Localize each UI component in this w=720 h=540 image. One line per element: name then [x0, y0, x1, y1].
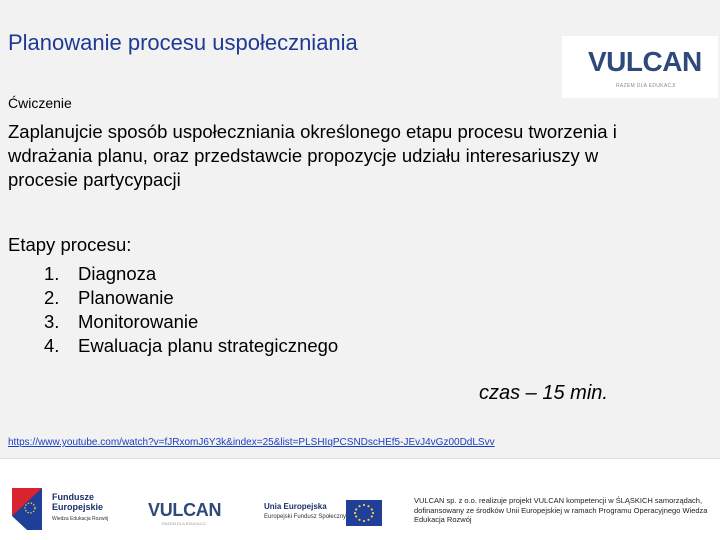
step-number: 3. [44, 311, 60, 332]
ue-title: Unia Europejska [264, 502, 327, 511]
list-item [44, 286, 338, 310]
youtube-link[interactable]: https://www.youtube.com/watch?v=fJRxomJ6Y3k&index=25&list=PLSHIqPCSNDscHEf5-JEvJ4vGz00DdLSvv [8, 437, 495, 448]
footer-vulcan-logo: VULCAN [148, 500, 222, 520]
vulcan-logo [562, 36, 718, 98]
vulcan-logo-text: VULCAN [588, 46, 702, 77]
step-label: Diagnoza [78, 263, 157, 284]
fe-title: Fundusze Europejskie [52, 492, 104, 512]
footer-vulcan-tagline: RAZEM DLA EDUKACJI [162, 521, 206, 526]
fundusze-europejskie-logo [10, 486, 130, 532]
vulcan-logo-tagline: RAZEM DLA EDUKACJI [616, 83, 676, 89]
eu-flag-icon [346, 500, 382, 526]
slide-title: Planowanie procesu uspołeczniania [8, 30, 358, 55]
steps-heading: Etapy procesu: [8, 234, 132, 255]
list-item [44, 262, 338, 286]
step-number: 4. [44, 335, 60, 356]
project-disclaimer: VULCAN sp. z o.o. realizuje projekt VULCAN kompetencji w ŚLĄSKICH samorządach, dofinansowany ze środków Unii Europejskiej w ramach Programu Operacyjnego Wiedza Edukacja Rozwój [414, 496, 708, 524]
footer-divider [0, 458, 720, 459]
step-label: Planowanie [78, 287, 174, 308]
steps-list [44, 262, 338, 358]
exercise-label: Ćwiczenie [8, 95, 72, 111]
ue-subtitle: Europejski Fundusz Społeczny [264, 514, 347, 520]
fe-subtitle: Wiedza Edukacja Rozwój [52, 516, 109, 522]
step-label: Ewaluacja planu strategicznego [78, 335, 339, 356]
step-number: 1. [44, 263, 60, 284]
step-number: 2. [44, 287, 60, 308]
time-note: czas – 15 min. [479, 382, 608, 404]
exercise-body: Zaplanujcie sposób uspołeczniania określonego etapu procesu tworzenia i wdrażania planu, oraz przedstawcie propozycje udziału interesariuszy w procesie partycypacji [8, 121, 617, 190]
list-item [44, 334, 338, 358]
list-item [44, 310, 338, 334]
step-label: Monitorowanie [78, 311, 199, 332]
fe-flag-icon [10, 486, 44, 532]
footer [0, 458, 720, 540]
